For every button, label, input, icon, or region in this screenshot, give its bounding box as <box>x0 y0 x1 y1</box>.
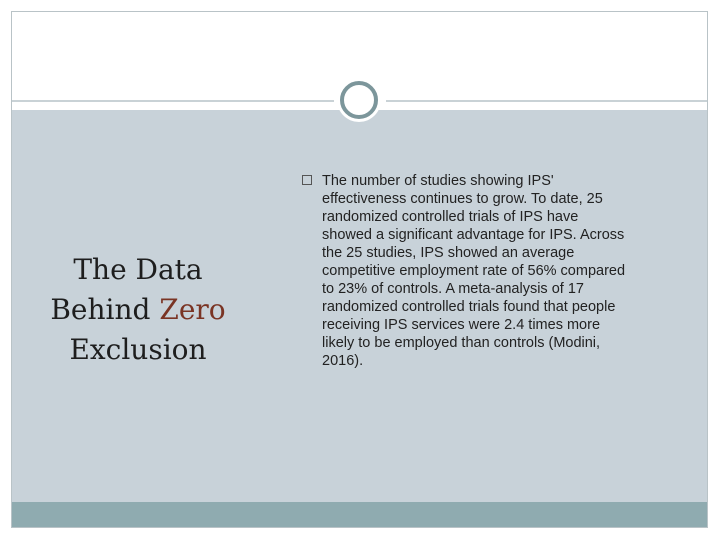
bullet-block <box>302 172 632 370</box>
title-part-1: The Data Behind <box>50 253 203 326</box>
bullet-text: The number of studies showing IPS' effectiveness continues to grow. To date, 25 randomized controlled trials of IPS have showed a significant advantage for IPS. Across the 25 studies, IPS showed an average competitive employment rate of 56% compared to 23% of controls. A meta-analysis of 17 randomized controlled trials found that people receiving IPS services were 2.4 times more likely to be employed than controls (Modini, 2016). <box>322 173 626 369</box>
circle-ornament-icon <box>340 81 378 119</box>
title-accent-word: Zero <box>159 293 226 326</box>
slide-title <box>28 250 248 370</box>
header-divider-left <box>12 100 334 102</box>
header-divider-right <box>386 100 708 102</box>
title-part-2: Exclusion <box>69 333 207 366</box>
square-bullet-icon <box>302 175 312 185</box>
footer-band <box>12 502 707 528</box>
